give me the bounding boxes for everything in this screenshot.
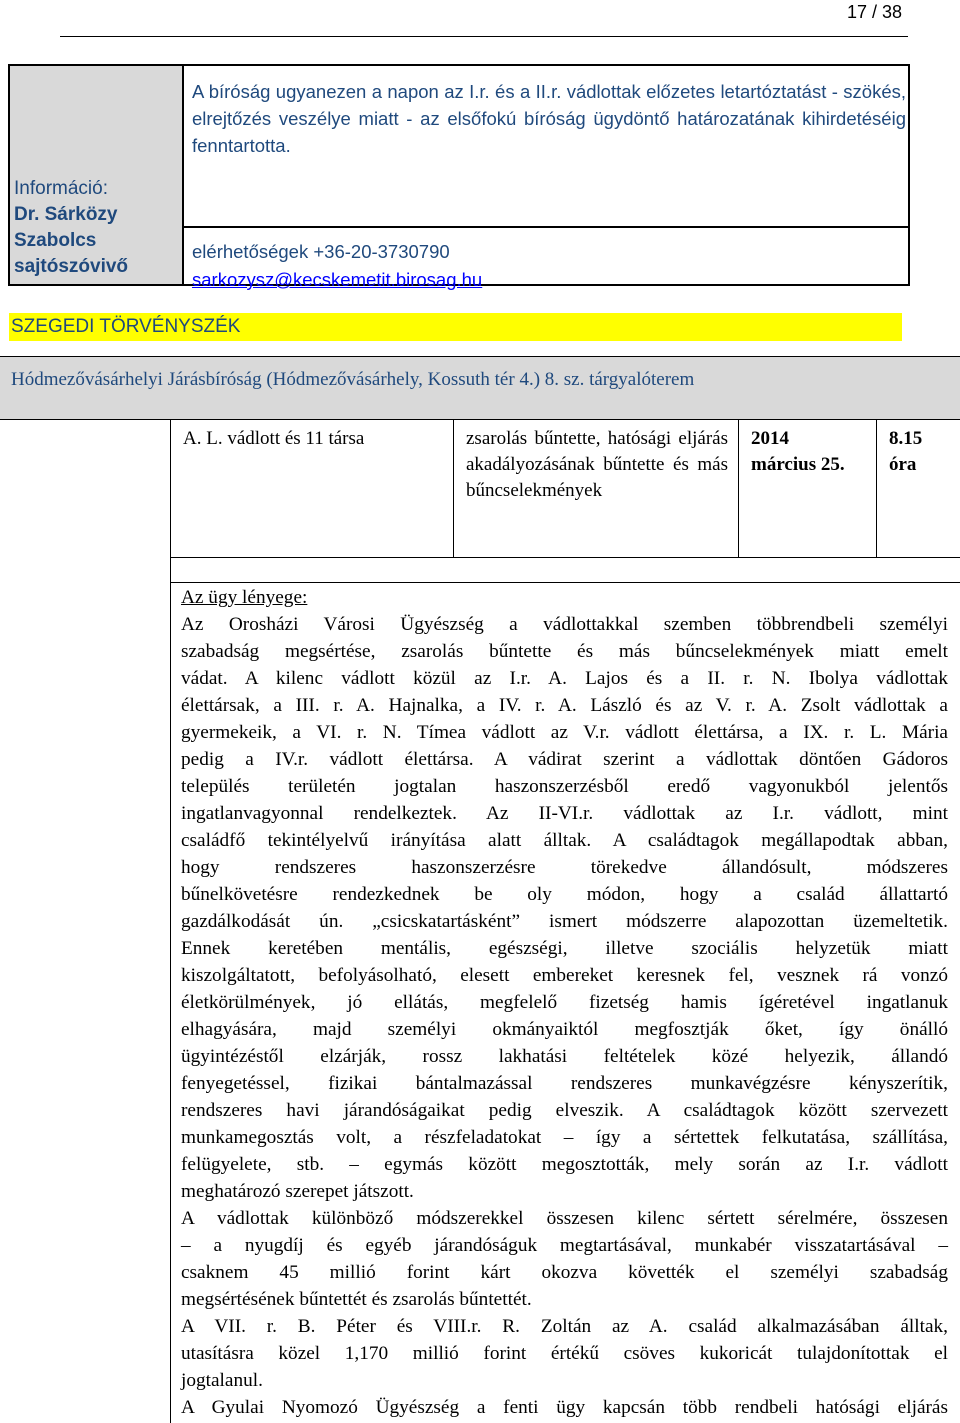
press-contact-label: [10, 66, 182, 284]
description-line: gyermekeik, a VI. r. N. Tímea vádlott az V.r. vádlott élettársa, a IX. r. L. Mária: [181, 722, 948, 743]
description-line: szabadság megsértése, zsarolás bűntette és más bűncselekmények miatt emelt: [181, 641, 948, 662]
description-rule: [170, 582, 960, 583]
spokesperson-name-line1: Dr. Sárközy: [14, 204, 118, 225]
description-line: Az Orosházi Városi Ügyészség a vádlottakkal szemben többrendbeli személyi: [181, 614, 948, 635]
press-info-box: [8, 64, 910, 290]
description-line: pedig a IV.r. vádlott élettársa. A vádirat szerint a vádlottak döntően Gádoros: [181, 749, 948, 770]
description-line: vádat. A kilenc vádlott közül az I.r. A. Lajos és a II. r. N. Ibolya vádlottak: [181, 668, 948, 689]
description-line: életkörülmények, jó ellátás, megfelelő fizetség hamis ígéretével ingatlanuk: [181, 992, 948, 1013]
description-line: bűnelkövetésre rendezkednek be oly módon, hogy a család állattartó: [181, 884, 948, 905]
email-link[interactable]: sarkozysz@kecskemetit.birosag.hu: [192, 269, 483, 290]
description-line: csaknem 45 millió forint kárt okozva követték el személyi szabadság: [181, 1262, 948, 1283]
header-rule: [60, 36, 908, 37]
description-line: felügyelete, stb. – egymás között megosztották, mely során az I.r. vádlott: [181, 1154, 948, 1175]
description-line: település területén jogtalan haszonszerzésből eredő vagyonukból jelentős: [181, 776, 948, 797]
description-line: rendszeres havi járandóságaikat pedig elveszik. A családtagok között szervezett: [181, 1100, 948, 1121]
courtroom-location: Hódmezővásárhelyi Járásbíróság (Hódmezővásárhely, Kossuth tér 4.) 8. sz. tárgyalóterem: [11, 369, 695, 390]
description-line: munkamegosztás volt, a részfeladatokat – így a sértettek felkutatása, szállítása,: [181, 1127, 948, 1148]
case-date-year: 2014: [751, 428, 789, 449]
case-charge-cell: [453, 420, 738, 557]
description-line: ingatlanvagyonnal rendelkeztek. Az II-VI.r. vádlottak az I.r. vádlott, mint: [181, 803, 948, 824]
case-defendant-cell: [171, 420, 453, 557]
case-defendant: A. L. vádlott és 11 társa: [183, 428, 365, 449]
description-line: családfő tekintélyelvű irányítása alatt álltak. A családtagok megállapodtak abban,: [181, 830, 948, 851]
case-description: [181, 584, 948, 1421]
description-line: utasításra közel 1,170 millió forint értékű csöves kukoricát tulajdonítottak el: [181, 1343, 948, 1364]
court-name-bar: SZEGEDI TÖRVÉNYSZÉK: [9, 313, 902, 341]
description-line: jogtalanul.: [181, 1370, 263, 1391]
detention-note: A bíróság ugyanezen a napon az I.r. és a II.r. vádlottak előzetes letartóztatást - szökés, elrejtőzés veszélye miatt - az elsőfokú bíróság ügydöntő határozatának kihirdetéséig fenntartotta.: [192, 81, 906, 156]
press-info-content: [182, 66, 908, 290]
case-time: 8.15: [889, 428, 923, 449]
description-line: hogy rendszeres haszonszerzésre törekedve állandósult, módszeres: [181, 857, 948, 878]
case-date-cell: [738, 420, 876, 557]
case-row: [170, 420, 960, 558]
case-time-unit: óra: [889, 454, 917, 475]
courtroom-location-bar: [0, 356, 960, 420]
spokesperson-role: sajtószóvivő: [14, 256, 129, 277]
description-line: kiszolgáltatott, befolyásolható, elesett embereket keresnek fel, vesznek rá vonzó: [181, 965, 948, 986]
description-line: Ennek keretében mentális, egészségi, illetve szociális helyzetük miatt: [181, 938, 948, 959]
spokesperson-name-line2: Szabolcs: [14, 230, 97, 251]
description-line: gazdálkodását ún. „csicskatartásként” ismert módszerre alapozottan üzemeltetik.: [181, 911, 948, 932]
description-line: ügyintézéstől elzárják, rossz lakhatási feltételek közé helyezik, állandó: [181, 1046, 948, 1067]
description-line: megsértésének bűntettét és zsarolás bűntettét.: [181, 1289, 532, 1310]
description-line: – a nyugdíj és egyéb járandóságuk megtartásával, munkabér visszatartásával –: [181, 1235, 948, 1256]
description-line: fenyegetéssel, fizikai bántalmazással rendszeres munkavégzésre kényszerítik,: [181, 1073, 948, 1094]
case-charge: zsarolás bűntette, hatósági eljárás akadályozásának bűntette és más bűncselekmények: [466, 428, 728, 501]
phone-contact: elérhetőségek +36-20-3730790: [192, 241, 450, 262]
description-line: elhagyására, majd személyi okmányaiktól megfosztják őket, így önálló: [181, 1019, 948, 1040]
info-label: Információ:: [14, 178, 108, 199]
info-divider: [184, 226, 908, 228]
description-line: A Gyulai Nyomozó Ügyészség a fenti ügy kapcsán több rendbeli hatósági eljárás: [181, 1397, 948, 1418]
description-line: meghatározó szerepet játszott.: [181, 1181, 414, 1202]
description-line: A VII. r. B. Péter és VIII.r. R. Zoltán az A. család alkalmazásában álltak,: [181, 1316, 948, 1337]
contact-block: [192, 238, 482, 294]
description-line: A vádlottak különböző módszerekkel összesen kilenc sértett sérelmére, összesen: [181, 1208, 948, 1229]
description-line: élettársak, a III. r. A. Hajnalka, a IV. r. A. László és az V. r. A. Zsolt vádlottak a: [181, 695, 948, 716]
description-heading: Az ügy lényege:: [181, 587, 308, 608]
page-number: 17 / 38: [846, 2, 902, 22]
case-time-cell: [876, 420, 960, 557]
case-date-day: március 25.: [751, 454, 845, 475]
